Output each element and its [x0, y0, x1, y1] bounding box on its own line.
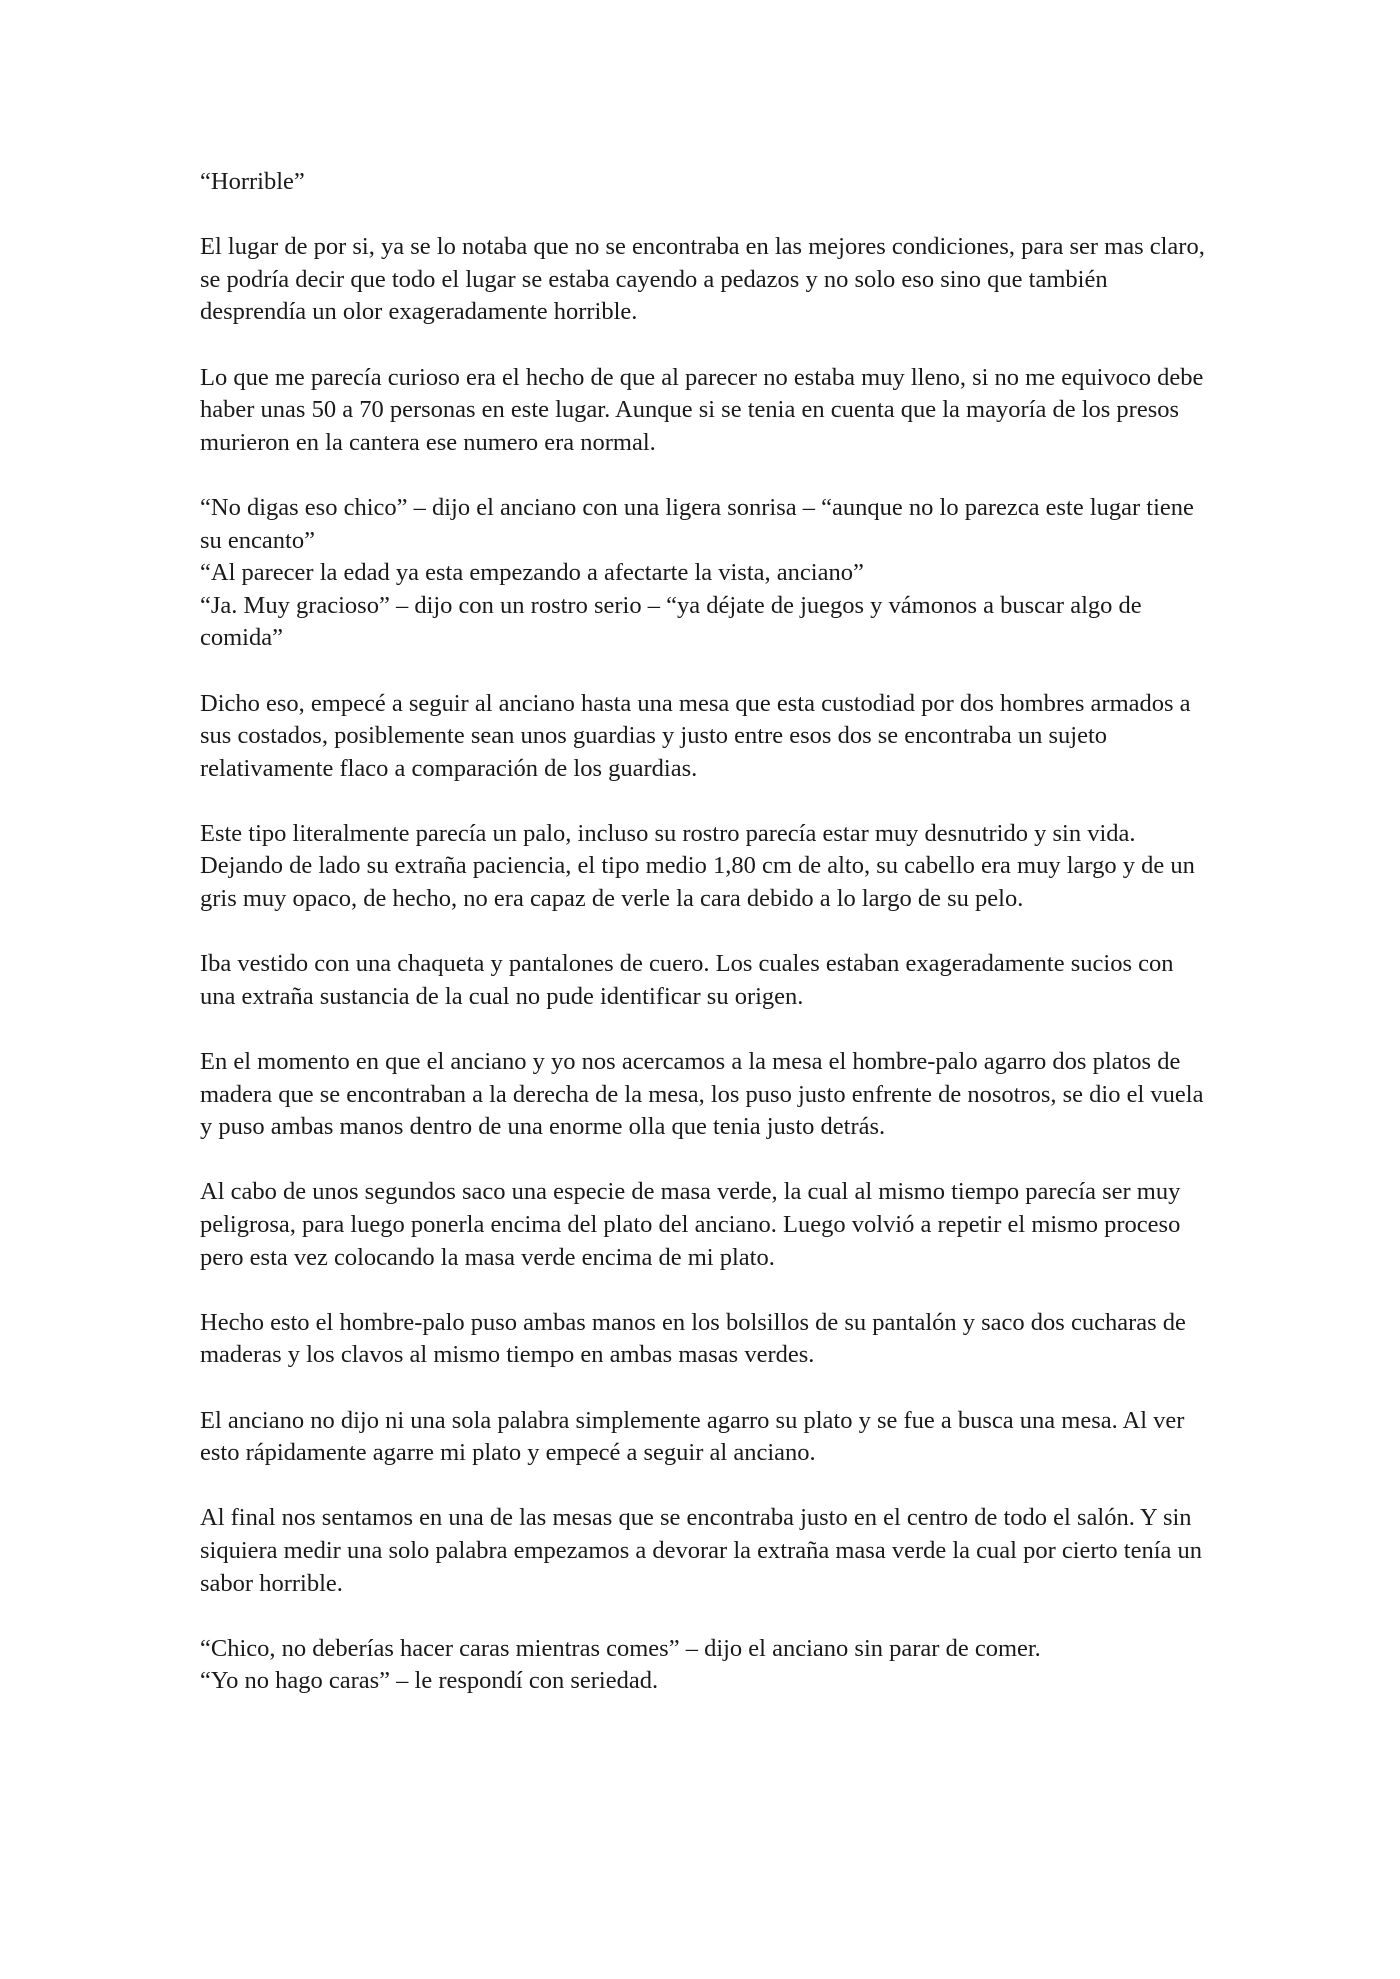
- dialogue-line: “Ja. Muy gracioso” – dijo con un rostro serio – “ya déjate de juegos y vámonos a buscar algo de comida”: [200, 591, 1142, 652]
- paragraph: Al cabo de unos segundos saco una especie de masa verde, la cual al mismo tiempo parecía ser muy peligrosa, para luego ponerla encima del plato del anciano. Luego volvió a repetir el mismo proceso pero esta vez colocando la masa verde encima de mi plato.: [200, 1178, 1181, 1271]
- dialogue-line: “Yo no hago caras” – le respondí con seriedad.: [200, 1667, 659, 1695]
- paragraph: Dicho eso, empecé a seguir al anciano hasta una mesa que esta custodiad por dos hombres armados a sus costados, posiblemente sean unos guardias y justo entre esos dos se encontraba un sujeto relativamente flaco a comparación de los guardias.: [200, 689, 1191, 782]
- paragraph: En el momento en que el anciano y yo nos acercamos a la mesa el hombre-palo agarro dos platos de madera que se encontraban a la derecha de la mesa, los puso justo enfrente de nosotros, se dio el vuela y puso ambas manos dentro de una enorme olla que tenia justo detrás.: [200, 1048, 1204, 1141]
- paragraph: Al final nos sentamos en una de las mesas que se encontraba justo en el centro de todo el salón. Y sin siquiera medir una solo palabra empezamos a devorar la extraña masa verde la cual por cierto tenía un sabor horrible.: [200, 1504, 1203, 1597]
- document-title: “Horrible”: [200, 168, 305, 195]
- paragraph: El lugar de por si, ya se lo notaba que no se encontraba en las mejores condiciones, para ser mas claro, se podría decir que todo el lugar se estaba cayendo a pedazos y no solo eso sino que también desprendía un olor exageradamente horrible.: [200, 233, 1205, 326]
- paragraph: Lo que me parecía curioso era el hecho de que al parecer no estaba muy lleno, si no me equivoco debe haber unas 50 a 70 personas en este lugar. Aunque si se tenia en cuenta que la mayoría de los presos murieron en la cantera ese numero era normal.: [200, 363, 1204, 456]
- dialogue-line: “No digas eso chico” – dijo el anciano con una ligera sonrisa – “aunque no lo parezca este lugar tiene su encanto”: [200, 493, 1194, 554]
- dialogue-line: “Al parecer la edad ya esta empezando a afectarte la vista, anciano”: [200, 559, 864, 587]
- document-body: [200, 166, 1210, 1731]
- paragraph: El anciano no dijo ni una sola palabra simplemente agarro su plato y se fue a busca una mesa. Al ver esto rápidamente agarre mi plato y empecé a seguir al anciano.: [200, 1406, 1185, 1467]
- paragraph: Este tipo literalmente parecía un palo, incluso su rostro parecía estar muy desnutrido y sin vida. Dejando de lado su extraña paciencia, el tipo medio 1,80 cm de alto, su cabello era muy largo y de un gris muy opaco, de hecho, no era capaz de verle la cara debido a lo largo de su pelo.: [200, 819, 1195, 913]
- paragraph: Iba vestido con una chaqueta y pantalones de cuero. Los cuales estaban exageradamente sucios con una extraña sustancia de la cual no pude identificar su origen.: [200, 950, 1174, 1010]
- paragraph: Hecho esto el hombre-palo puso ambas manos en los bolsillos de su pantalón y saco dos cucharas de maderas y los clavos al mismo tiempo en ambas masas verdes.: [200, 1308, 1186, 1369]
- dialogue-line: “Chico, no deberías hacer caras mientras comes” – dijo el anciano sin parar de comer.: [200, 1634, 1041, 1662]
- dialogue-block: [200, 492, 1210, 655]
- dialogue-block: [200, 1633, 1210, 1698]
